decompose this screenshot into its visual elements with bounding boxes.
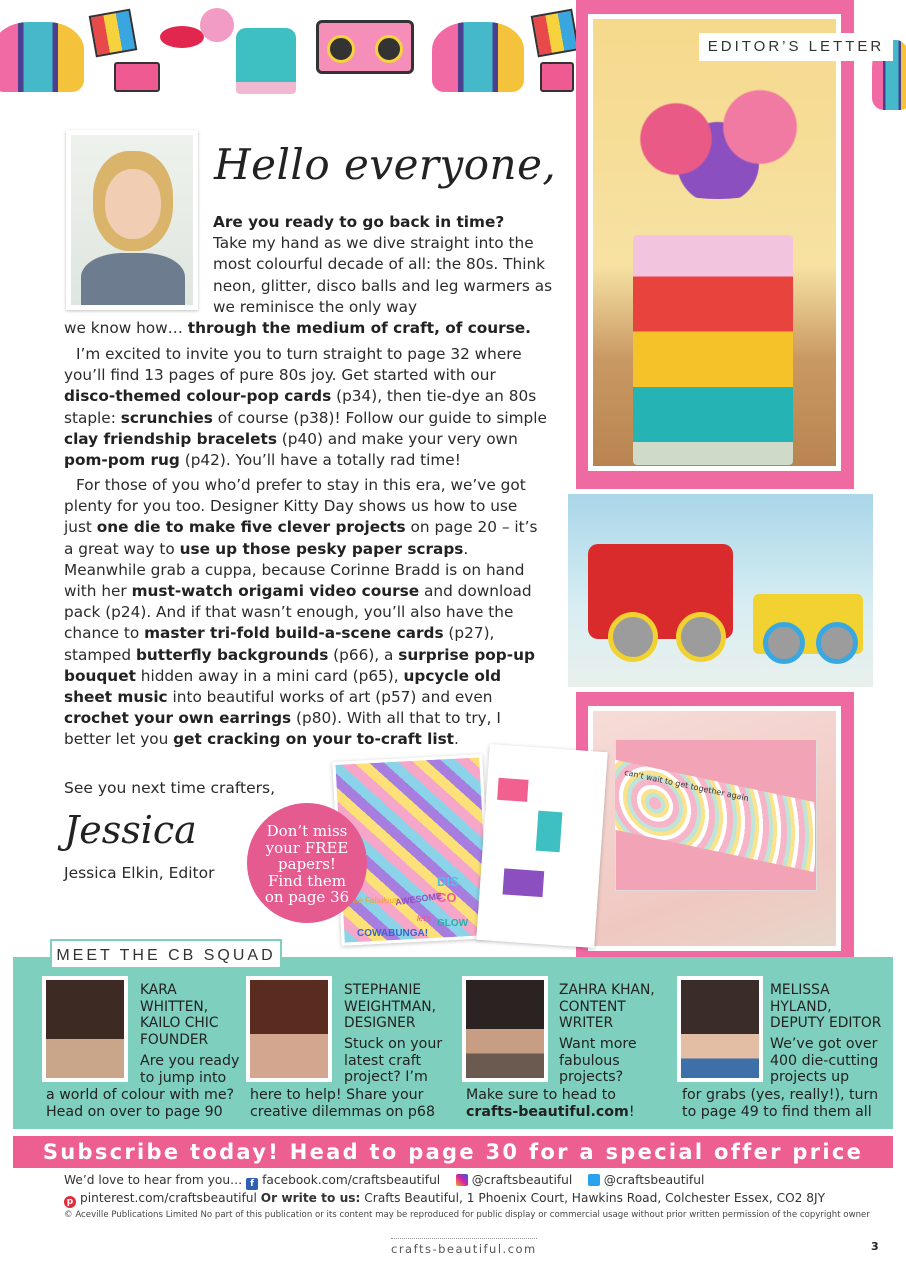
p2-bold-1: disco-themed colour-pop cards: [64, 387, 332, 406]
felt-wheel: [608, 612, 658, 662]
paper-word-glow: GLOW: [437, 918, 469, 929]
knitted-vase-photo: [588, 14, 841, 471]
intro-paragraph: [213, 212, 553, 318]
contact-line-1: [64, 1173, 704, 1190]
p3-bold-17: get cracking on your to-craft list: [173, 730, 454, 749]
squad-text-kara-b: a world of colour with me? Head on over to page 90: [46, 1087, 235, 1120]
squad-text-stephanie-b: here to help! Share your creative dilemmas on p68: [250, 1087, 435, 1120]
squad-text-melissa-b: for grabs (yes, really!), turn to page 49 to find them all: [682, 1087, 879, 1120]
p3-text-4: . Meanwhile grab a cuppa, because Corinne Bradd is on hand with her: [64, 539, 525, 601]
floral-card-photo: [588, 706, 841, 951]
p3-bold-3: use up those pesky paper scraps: [179, 539, 464, 558]
rubiks-cube-icon: [89, 9, 138, 58]
postal-address: Crafts Beautiful, 1 Phoenix Court, Hawkins Road, Colchester Essex, CO2 8JY: [364, 1191, 826, 1205]
p2-bold-3: scrunchies: [120, 408, 213, 427]
paragraph-more-projects: [64, 475, 550, 751]
intro-text: Take my hand as we dive straight into the most colourful decade of all: the 80s. Think neon, glitter, disco balls and leg warmers as we reminisce the only way: [213, 234, 553, 316]
squad-photo-zahra: [462, 976, 548, 1082]
free-papers-callout: [247, 803, 367, 923]
intro-text-2: we know how…: [64, 319, 188, 337]
face: [105, 169, 161, 239]
squad-text-zahra-a: Want more fabulous projects?: [559, 1036, 637, 1086]
p3-text-12: hidden away in a mini card (p65),: [135, 666, 404, 685]
subscribe-banner[interactable]: Subscribe today! Head to page 30 for a special offer price: [13, 1136, 893, 1168]
contact-line-2: [64, 1191, 825, 1208]
p2-text-6: (p40) and make your very own: [276, 429, 518, 448]
jacket-icon: [0, 22, 84, 92]
bubblegum-icon: [200, 8, 234, 42]
instagram-icon: [456, 1174, 468, 1186]
signature: Jessica: [64, 808, 197, 852]
facebook-link[interactable]: facebook.com/craftsbeautiful: [262, 1173, 441, 1187]
instagram-link[interactable]: @craftsbeautiful: [471, 1173, 573, 1187]
editor-portrait: [66, 130, 198, 310]
squad-photo-melissa: [677, 976, 763, 1082]
paper-word-co: CO: [437, 890, 457, 905]
squad-text-kara-a: Are you ready to jump into: [140, 1053, 240, 1086]
p3-text-6: and download pack (p24). And if that wasn’t enough, you’ll also have the chance to: [64, 582, 532, 643]
squad-photo-kara: [42, 976, 128, 1082]
p2-text-0: I’m excited to invite you to turn straight to page 32 where you’ll find 13 pages of pure 80s joy. Get started with our: [64, 345, 522, 385]
p3-bold-5: must-watch origami video course: [131, 582, 420, 601]
felt-train-photo: [563, 489, 878, 692]
paper-word-awesome: AWESOME: [394, 890, 443, 908]
flower-bouquet: [613, 79, 823, 199]
p3-text-8: (p27), stamped: [64, 624, 495, 664]
squad-name-melissa: MELISSA HYLAND, DEPUTY EDITOR: [770, 982, 882, 1032]
squad-name-zahra: ZAHRA KHAN, CONTENT WRITER: [559, 982, 655, 1032]
squad-name-kara: KARA WHITTEN, KAILO CHIC FOUNDER: [140, 982, 219, 1048]
p3-text-2: on page 20 – it’s a great way to: [64, 518, 538, 558]
cassette-icon: [114, 62, 160, 92]
roller-skate-icon: [236, 28, 296, 94]
sticker: [536, 811, 563, 853]
pinterest-icon: p: [64, 1196, 76, 1208]
editor-name: Jessica Elkin, Editor: [64, 864, 215, 882]
paper-word-lets: let's: [417, 914, 431, 923]
copyright-notice: © Aceville Publications Limited No part of this publication or its content may be reproduced for public display or commercial usage without prior written permission of the copyright owner: [64, 1210, 870, 1220]
shoulders: [81, 253, 185, 310]
squad-link[interactable]: crafts-beautiful.com: [466, 1103, 629, 1120]
pinterest-link[interactable]: pinterest.com/craftsbeautiful: [80, 1191, 257, 1205]
felt-wheel: [816, 622, 858, 664]
lips-icon: [160, 26, 204, 48]
p3-bold-1: one die to make five clever projects: [96, 518, 406, 537]
p2-text-8: (p42). You’ll have a totally rad time!: [179, 451, 461, 470]
p3-bold-7: master tri-fold build-a-scene cards: [144, 624, 444, 643]
p3-bold-15: crochet your own earrings: [64, 709, 292, 728]
contact-intro: We’d love to hear from you…: [64, 1173, 243, 1187]
p2-text-4: of course (p38)! Follow our guide to simple: [212, 408, 547, 427]
knitted-vase: [633, 235, 793, 465]
facebook-icon: f: [246, 1178, 258, 1190]
signoff: See you next time crafters,: [64, 779, 276, 797]
card-sentiment: can't wait to get together again: [623, 767, 750, 804]
squad-text-stephanie-a: Stuck on your latest craft project? I’m: [344, 1036, 443, 1086]
boombox-icon: [316, 20, 414, 74]
p2-text-2: (p34), then tie-dye an 80s staple:: [64, 387, 537, 427]
p3-bold-13: upcycle old sheet music: [64, 666, 502, 707]
cassette-icon: [540, 62, 574, 92]
paper-word-dis: DIS: [437, 874, 459, 889]
intro-question: Are you ready to go back in time?: [213, 213, 505, 231]
page-number: 3: [871, 1240, 879, 1253]
paper-word-be-fabulous: Be Fabulous: [353, 896, 398, 905]
twitter-link[interactable]: @craftsbeautiful: [603, 1173, 705, 1187]
squad-text-zahra-b: Make sure to head to crafts-beautiful.com!: [466, 1087, 635, 1120]
paper-word-cowabunga: COWABUNGA!: [357, 928, 429, 939]
squad-text-melissa-a: We’ve got over 400 die-cutting projects up: [770, 1036, 879, 1086]
p3-text-0: For those of you who’d prefer to stay in this era, we’ve got plenty for you too. Designer Kitty Day shows us how to use just: [64, 476, 526, 537]
twitter-icon: [588, 1174, 600, 1186]
jacket-icon: [432, 22, 524, 92]
write-label: Or write to us:: [260, 1191, 361, 1205]
section-label: EDITOR’S LETTER: [699, 33, 893, 61]
intro-paragraph-end: [64, 318, 554, 339]
free-papers-text: Don’t miss your FREE papers! Find them on page 36: [264, 822, 350, 906]
free-papers-image: [333, 744, 599, 944]
intro-emphasis: through the medium of craft, of course.: [187, 319, 531, 337]
p2-bold-5: clay friendship bracelets: [64, 429, 277, 448]
felt-wheel: [763, 622, 805, 664]
squad-heading: MEET THE CB SQUAD: [50, 939, 282, 969]
p2-bold-7: pom-pom rug: [64, 451, 180, 470]
p3-text-16: (p80). With all that to try, I better let you: [64, 709, 501, 749]
p3-text-10: (p66), a: [328, 645, 399, 664]
p3-text-14: into beautiful works of art (p57) and even: [167, 688, 493, 707]
paragraph-80s-projects: [64, 344, 550, 471]
felt-wheel: [676, 612, 726, 662]
letter-greeting: Hello everyone,: [214, 140, 557, 189]
p3-bold-9: butterfly backgrounds: [135, 645, 329, 664]
rubiks-cube-icon: [531, 9, 580, 58]
squad-name-stephanie: STEPHANIE WEIGHTMAN, DESIGNER: [344, 982, 436, 1032]
p3-bold-11: surprise pop-up bouquet: [64, 645, 535, 685]
sticker: [497, 778, 528, 802]
footer-website[interactable]: crafts-beautiful.com: [391, 1238, 537, 1256]
sticker: [503, 868, 545, 897]
p3-text-18: .: [453, 730, 459, 749]
squad-photo-stephanie: [246, 976, 332, 1082]
sticker-sheet: [476, 744, 607, 948]
